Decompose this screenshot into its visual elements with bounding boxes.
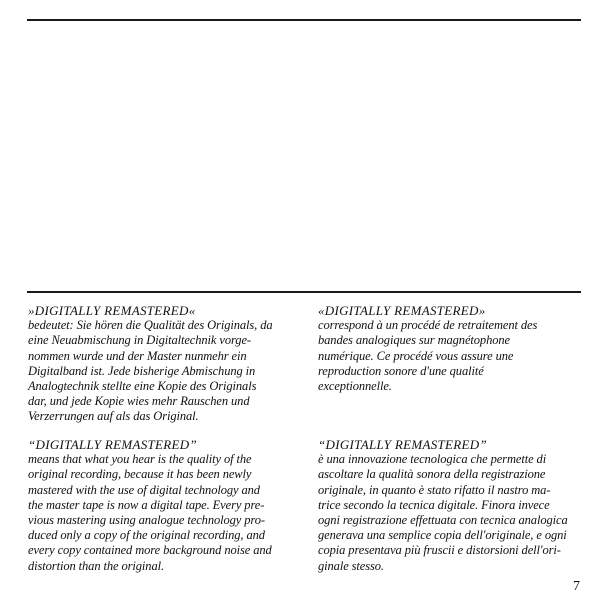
english-line: distortion than the original.: [28, 558, 164, 573]
italian-line: ginale stesso.: [318, 558, 384, 573]
italian-line: generava una semplice copia dell'originale, e ogni: [318, 528, 567, 543]
french-title: «DIGITALLY REMASTERED»: [318, 303, 486, 318]
italian-line: copia presentava più fruscii e distorsioni dell'ori-: [318, 543, 561, 558]
german-line: nommen wurde und der Master nunmehr ein: [28, 348, 247, 363]
middle-rule: [27, 291, 581, 293]
german-section: [28, 303, 273, 425]
german-line: dar, und jede Kopie wies mehr Rauschen und: [28, 394, 250, 409]
english-line: mastered with the use of digital technology and: [28, 482, 260, 497]
italian-section: [318, 437, 568, 574]
german-line: Digitalband ist. Jede bisherige Abmischung in: [28, 363, 256, 378]
german-line: Verzerrungen auf als das Original.: [28, 409, 199, 424]
french-line: correspond à un procédé de retraitement des: [318, 318, 538, 333]
german-line: bedeutet: Sie hören die Qualität des Originals, da: [28, 318, 273, 333]
italian-line: trice secondo la tecnica digitale. Finora invece: [318, 497, 550, 512]
italian-line: ascoltare la qualità sonora della registrazione: [318, 467, 546, 482]
german-line: Analogtechnik stellte eine Kopie des Originals: [28, 379, 257, 394]
page-number: 7: [573, 579, 580, 594]
french-line: reproduction sonore d'une qualité: [318, 363, 484, 378]
german-line: eine Neuabmischung in Digitaltechnik vorge-: [28, 333, 251, 348]
english-section: [28, 437, 272, 574]
english-line: original recording, because it has been newly: [28, 467, 252, 482]
english-line: every copy contained more background noise and: [28, 543, 272, 558]
italian-line: originale, in quanto è stato rifatto il nastro ma-: [318, 482, 551, 497]
english-title: “DIGITALLY REMASTERED”: [28, 437, 197, 452]
french-line: exceptionnelle.: [318, 379, 392, 394]
french-section: [318, 303, 537, 394]
english-line: means that what you hear is the quality of the: [28, 452, 252, 467]
italian-line: ogni registrazione effettuata con tecnica analogica: [318, 513, 568, 528]
italian-line: è una innovazione tecnologica che permette di: [318, 452, 547, 467]
english-line: duced only a copy of the original recording, and: [28, 528, 265, 543]
french-line: numérique. Ce procédé vous assure une: [318, 348, 514, 363]
german-title: »DIGITALLY REMASTERED«: [28, 303, 196, 318]
french-line: bandes analogiques sur magnétophone: [318, 333, 510, 348]
top-rule: [27, 19, 581, 21]
english-line: vious mastering using analogue technology pro-: [28, 513, 265, 528]
english-line: the master tape is now a digital tape. Every pre-: [28, 497, 265, 512]
italian-title: “DIGITALLY REMASTERED”: [318, 437, 487, 452]
